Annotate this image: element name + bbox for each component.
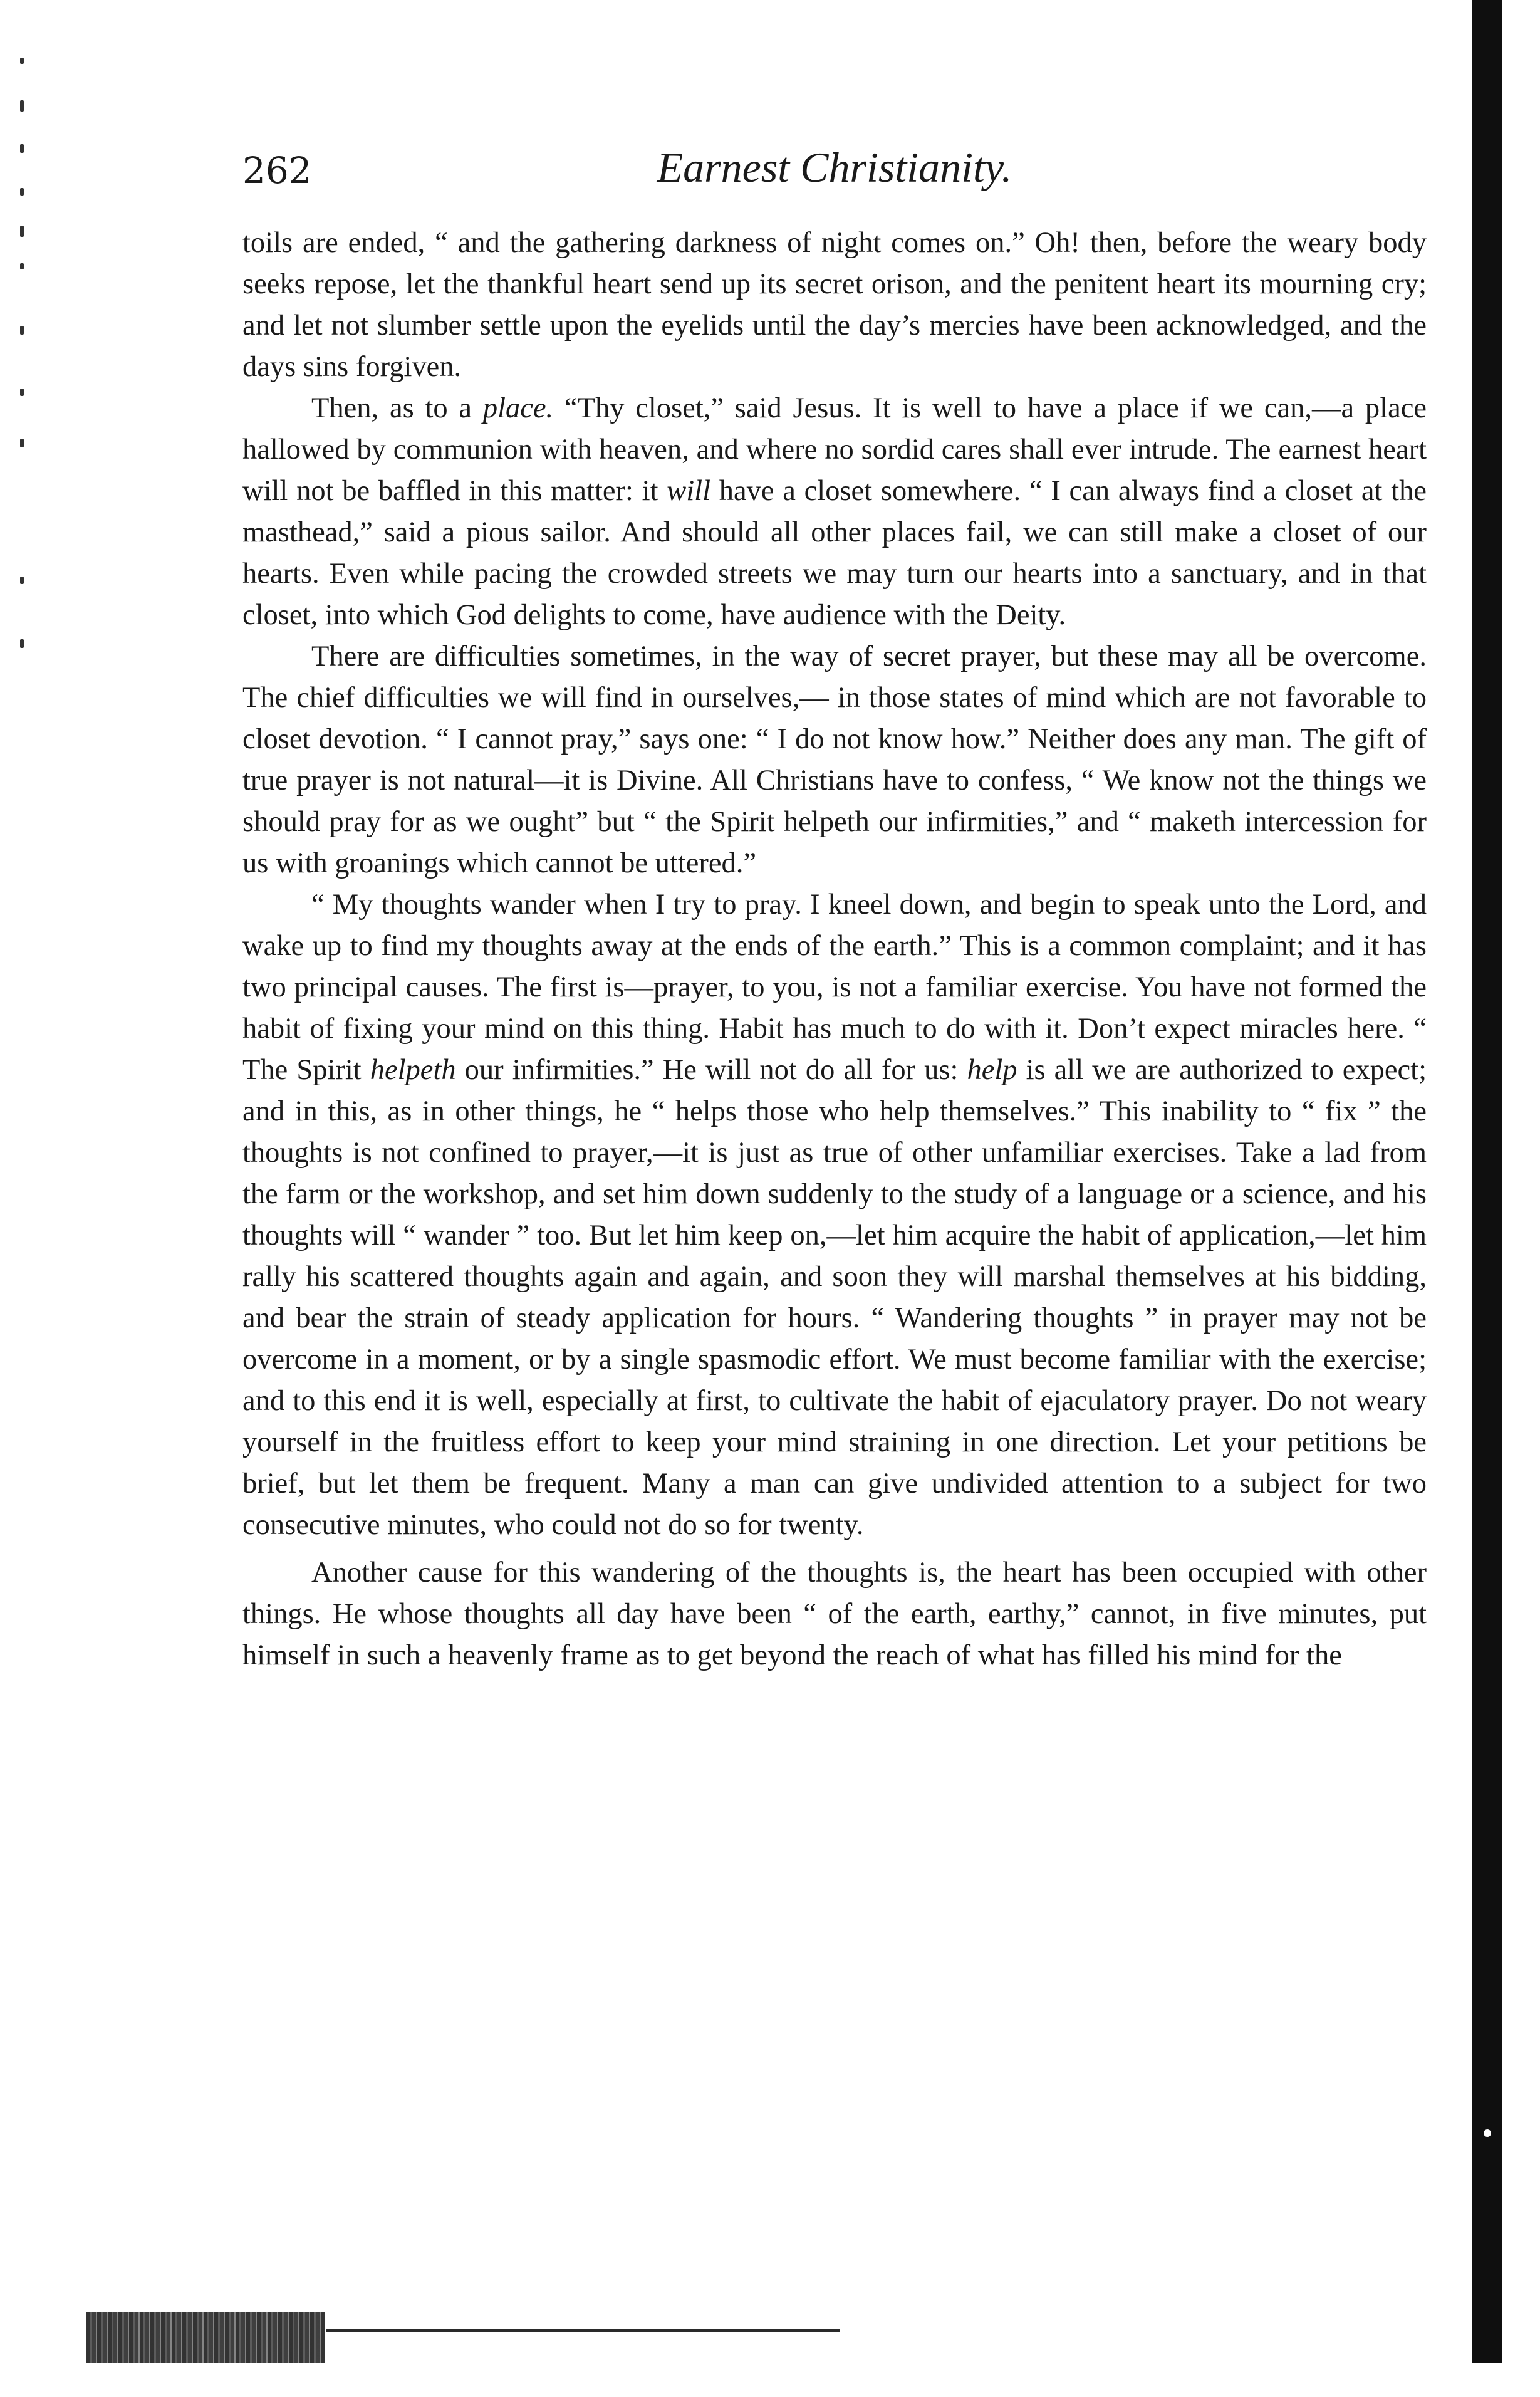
- paragraph: [242, 388, 1427, 636]
- running-head: Earnest Christianity.: [657, 144, 1012, 191]
- body-text: [242, 222, 1427, 1676]
- paragraph: [242, 1552, 1427, 1676]
- margin-specks: [9, 38, 34, 664]
- text-run: our infirmities.” He will not do all for us:: [455, 1054, 967, 1086]
- text-run: There are difficulties sometimes, in the way of secret prayer, but these may all be overcome. The chief difficulties we will find in ourselves,— in those states of mind which are not favorable to closet devotion. “ I cannot pray,” says one: “ I do not know how.” Neither does any man. The gift of true prayer is not natural—it is Divine. All Christians have to confess, “ We know not the things we should pray for as we ought” but “ the Spirit helpeth our infirmities,” and “ maketh intercession for us with groanings which cannot be uttered.”: [242, 640, 1427, 879]
- text-run: “ My thoughts wander when I try to pray. I kneel down, and begin to speak unto the Lord, and wake up to find my thoughts away at the ends of the earth.” This is a common complaint; and it has two principal causes. The first is—prayer, to you, is not a familiar exercise. You have not formed the habit of fixing your mind on this thing. Habit has much to do with it. Don’t expect miracles here. “ The Spirit: [242, 889, 1427, 1086]
- page-edge-speck: [1484, 2129, 1491, 2137]
- text-run: “Thy closet,” said Jesus. It is well to have a place if we can,—a place hallowed by communion with heaven, and where no sordid cares shall ever intrude. The earnest heart will not be baffled in this matter: it: [242, 392, 1427, 507]
- italic-run: place.: [482, 392, 554, 424]
- text-run: Another cause for this wandering of the thoughts is, the heart has been occupied with other things. He whose thoughts all day have been “ of the earth, earthy,” cannot, in five minutes, put himself in such a heavenly frame as to get beyond the reach of what has filled his mind for the: [242, 1557, 1427, 1671]
- paragraph: [242, 636, 1427, 884]
- bottom-rule: [326, 2329, 840, 2332]
- italic-run: helpeth: [370, 1054, 456, 1086]
- page-header: [242, 143, 1427, 218]
- page-number: 262: [242, 149, 312, 192]
- italic-run: help: [967, 1054, 1017, 1086]
- paragraph: [242, 222, 1427, 388]
- paragraph: [242, 884, 1427, 1546]
- text-run: toils are ended, “ and the gathering darkness of night comes on.” Oh! then, before the weary body seeks repose, let the thankful heart send up its secret orison, and the penitent heart its mourning cry; and let not slumber settle upon the eyelids until the day’s mercies have been acknowledged, and the days sins forgiven.: [242, 227, 1427, 383]
- print-smudge: [86, 2312, 325, 2363]
- page-edge-shadow: [1472, 0, 1502, 2363]
- text-run: Then, as to a: [311, 392, 483, 424]
- text-run: is all we are authorized to expect; and in this, as in other things, he “ helps those who help themselves.” This inability to “ fix ” the thoughts is not confined to prayer,—it is just as true of other unfamiliar exercises. Take a lad from the farm or the workshop, and set him down suddenly to the study of a language or a science, and his thoughts will “ wander ” too. But let him keep on,—let him acquire the habit of application,—let him rally his scattered thoughts again and again, and soon they will marshal themselves at his bidding, and bear the strain of steady application for hours. “ Wandering thoughts ” in prayer may not be overcome in a moment, or by a single spasmodic effort. We must become familiar with the exercise; and to this end it is well, especially at first, to cultivate the habit of ejaculatory prayer. Do not weary yourself in the fruitless effort to keep your mind straining in one direction. Let your petitions be brief, but let them be frequent. Many a man can give undivided attention to a subject for two consecutive minutes, who could not do so for twenty.: [242, 1054, 1427, 1541]
- italic-run: will: [667, 475, 711, 507]
- text-run: have a closet somewhere. “ I can always find a closet at the masthead,” said a pious sailor. And should all other places fail, we can still make a closet of our hearts. Even while pacing the crowded streets we may turn our hearts into a sanctuary, and in that closet, into which God delights to come, have audience with the Deity.: [242, 475, 1427, 631]
